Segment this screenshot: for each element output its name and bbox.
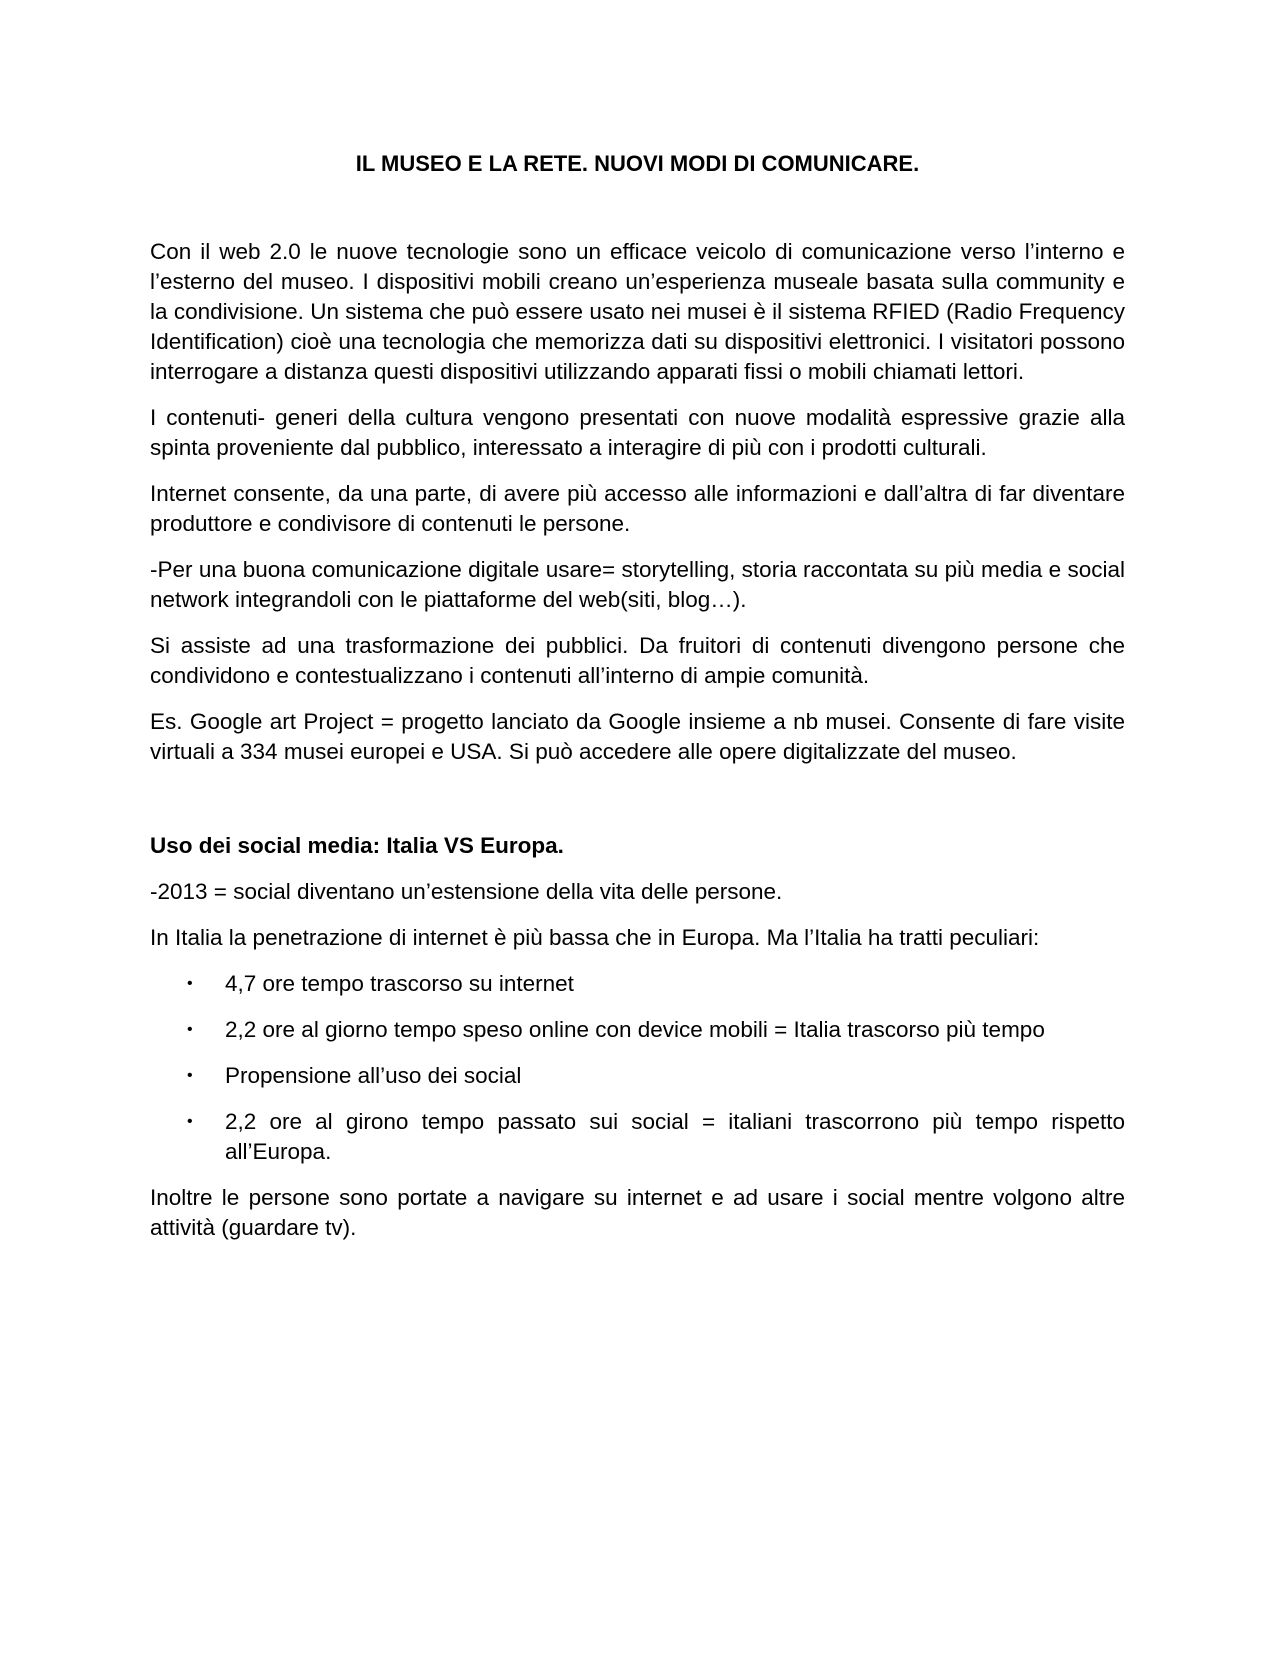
list-item [150, 1061, 1125, 1091]
section-spacer [150, 783, 1125, 831]
paragraph-storytelling: -Per una buona comunicazione digitale usare= storytelling, storia raccontata su più media e social network integrandoli con le piattaforme del web(siti, blog…). [150, 557, 1125, 612]
bullet-list [150, 969, 1125, 1167]
list-item [150, 1107, 1125, 1167]
list-item [150, 1015, 1125, 1045]
paragraph-closing: Inoltre le persone sono portate a navigare su internet e ad usare i social mentre volgono altre attività (guardare tv). [150, 1185, 1125, 1240]
paragraph-google-art: Es. Google art Project = progetto lanciato da Google insieme a nb musei. Consente di fare visite virtuali a 334 musei europei e USA. Si può accedere alle opere digitalizzate del museo. [150, 709, 1125, 764]
section-heading: Uso dei social media: Italia VS Europa. [150, 833, 564, 858]
paragraph-pubblici: Si assiste ad una trasformazione dei pubblici. Da fruitori di contenuti divengono persone che condividono e contestualizzano i contenuti all’interno di ampie comunità. [150, 633, 1125, 688]
bullet-icon: • [187, 1067, 193, 1084]
list-item [150, 969, 1125, 999]
paragraph-internet: Internet consente, da una parte, di avere più accesso alle informazioni e dall’altra di far diventare produttore e condivisore di contenuti le persone. [150, 481, 1125, 536]
list-item-text: Propensione all’uso dei social [225, 1063, 522, 1088]
paragraph-web20: Con il web 2.0 le nuove tecnologie sono un efficace veicolo di comunicazione verso l’interno e l’esterno del museo. I dispositivi mobili creano un’esperienza museale basata sulla community e la condivisione. Un sistema che può essere usato nei musei è il sistema RFIED (Radio Frequency Identification) cioè una tecnologia che memorizza dati su dispositivi elettronici. I visitatori possono interrogare a distanza questi dispositivi utilizzando apparati fissi o mobili chiamati lettori. [150, 239, 1125, 384]
list-item-text: 2,2 ore al girono tempo passato sui social = italiani trascorrono più tempo rispetto all’Europa. [225, 1109, 1125, 1164]
list-item-text: 4,7 ore tempo trascorso su internet [225, 971, 574, 996]
paragraph-contenuti: I contenuti- generi della cultura vengono presentati con nuove modalità espressive grazie alla spinta proveniente dal pubblico, interessato a interagire di più con i prodotti culturali. [150, 405, 1125, 460]
list-item-text: 2,2 ore al giorno tempo speso online con device mobili = Italia trascorso più tempo [225, 1017, 1045, 1042]
paragraph-2013: -2013 = social diventano un’estensione della vita delle persone. [150, 879, 783, 904]
document-body [150, 237, 1125, 1259]
document-title: IL MUSEO E LA RETE. NUOVI MODI DI COMUNICARE. [355, 151, 920, 176]
bullet-icon: • [187, 1021, 193, 1038]
bullet-icon: • [187, 1113, 193, 1130]
bullet-icon: • [187, 975, 193, 992]
paragraph-italia: In Italia la penetrazione di internet è più bassa che in Europa. Ma l’Italia ha tratti peculiari: [150, 925, 1040, 950]
